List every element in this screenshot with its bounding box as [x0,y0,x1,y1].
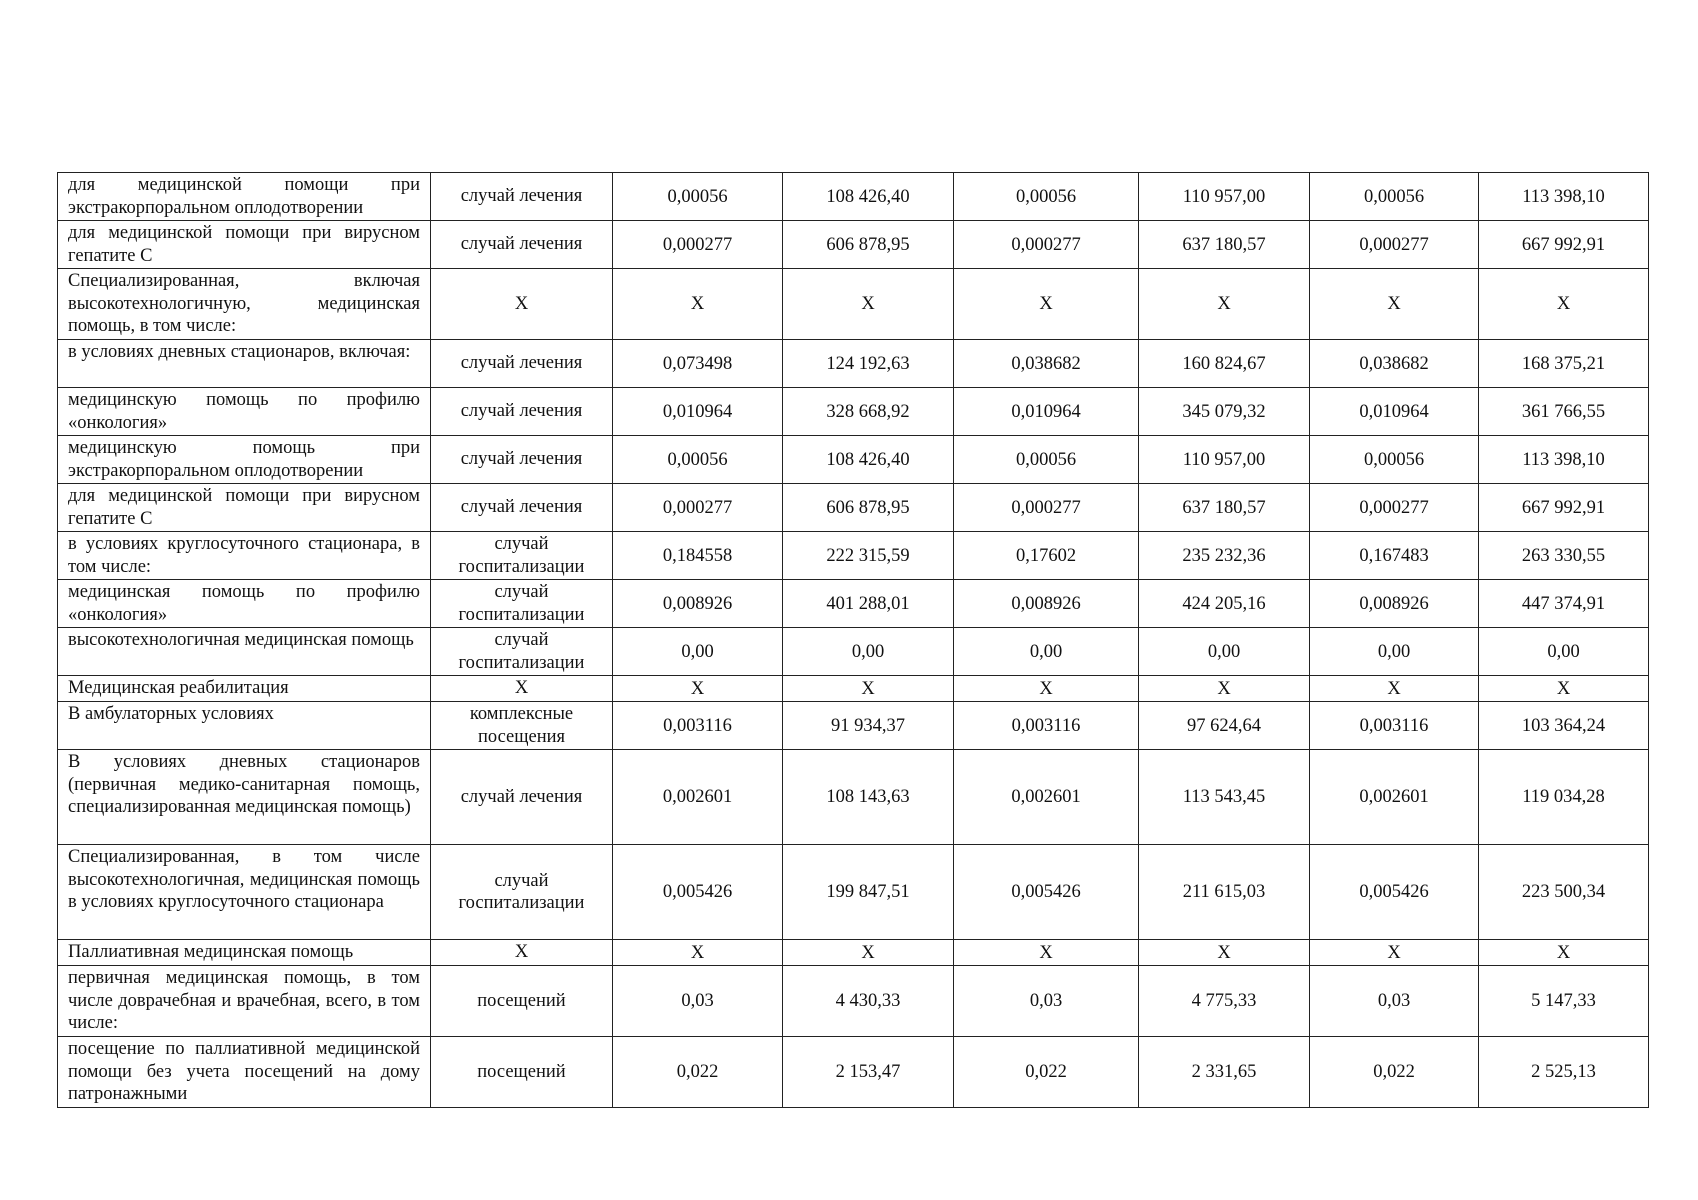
cost-2023-cell: 108 426,40 [783,173,954,221]
cost-2024-cell: 637 180,57 [1139,221,1310,269]
care-type-cell: Специализированная, в том числе высокотехнологичная, медицинская помощь в условиях круглосуточного стационара [58,845,431,940]
unit-cell: случай лечения [431,221,613,269]
volume-2025-cell: X [1310,269,1479,340]
volume-2025-cell: 0,038682 [1310,340,1479,388]
volume-2024-cell: 0,17602 [954,532,1139,580]
volume-2024-cell: 0,003116 [954,702,1139,750]
volume-2023-cell: 0,073498 [613,340,783,388]
cost-2025-cell: 361 766,55 [1479,388,1649,436]
table-row [58,388,1649,436]
table-row [58,221,1649,269]
volume-2024-cell: 0,03 [954,966,1139,1037]
table-row [58,532,1649,580]
cost-2024-cell: 0,00 [1139,628,1310,676]
cost-2025-cell: 223 500,34 [1479,845,1649,940]
volume-2023-cell: 0,00056 [613,173,783,221]
volume-2023-cell: 0,022 [613,1037,783,1108]
unit-cell: случай лечения [431,388,613,436]
cost-2025-cell: 0,00 [1479,628,1649,676]
cost-2024-cell: 211 615,03 [1139,845,1310,940]
care-type-cell: медицинскую помощь при экстракорпоральном оплодотворении [58,436,431,484]
volume-2024-cell: 0,00056 [954,173,1139,221]
volume-2025-cell: 0,167483 [1310,532,1479,580]
volume-2025-cell: 0,00056 [1310,173,1479,221]
cost-2024-cell: 97 624,64 [1139,702,1310,750]
cost-2024-cell: 235 232,36 [1139,532,1310,580]
cost-2023-cell: X [783,676,954,702]
volume-2024-cell: 0,00 [954,628,1139,676]
cost-2023-cell: 108 426,40 [783,436,954,484]
unit-cell: случай госпитализации [431,845,613,940]
volume-2023-cell: 0,008926 [613,580,783,628]
unit-cell: комплексные посещения [431,702,613,750]
table-row [58,580,1649,628]
cost-2023-cell: 0,00 [783,628,954,676]
cost-2024-cell: 637 180,57 [1139,484,1310,532]
volume-2023-cell: 0,000277 [613,484,783,532]
unit-cell: случай лечения [431,750,613,845]
care-type-cell: Паллиативная медицинская помощь [58,940,431,966]
volume-2023-cell: X [613,676,783,702]
cost-2025-cell: 667 992,91 [1479,484,1649,532]
volume-2024-cell: 0,00056 [954,436,1139,484]
care-type-cell: для медицинской помощи при вирусном гепатите С [58,221,431,269]
volume-2023-cell: 0,010964 [613,388,783,436]
volume-2024-cell: X [954,269,1139,340]
cost-2024-cell: 113 543,45 [1139,750,1310,845]
cost-2024-cell: 2 331,65 [1139,1037,1310,1108]
cost-2025-cell: 113 398,10 [1479,173,1649,221]
care-type-cell: высокотехнологичная медицинская помощь [58,628,431,676]
cost-2023-cell: 606 878,95 [783,484,954,532]
care-type-cell: в условиях круглосуточного стационара, в том числе: [58,532,431,580]
cost-2023-cell: X [783,940,954,966]
cost-2024-cell: X [1139,269,1310,340]
cost-2025-cell: 119 034,28 [1479,750,1649,845]
unit-cell: посещений [431,1037,613,1108]
cost-2025-cell: 667 992,91 [1479,221,1649,269]
care-type-cell: первичная медицинская помощь, в том числе доврачебная и врачебная, всего, в том числе: [58,966,431,1037]
table-row [58,340,1649,388]
volume-2025-cell: 0,008926 [1310,580,1479,628]
cost-2025-cell: 103 364,24 [1479,702,1649,750]
volume-2024-cell: 0,038682 [954,340,1139,388]
volume-2025-cell: 0,010964 [1310,388,1479,436]
care-type-cell: для медицинской помощи при вирусном гепатите С [58,484,431,532]
volume-2023-cell: 0,03 [613,966,783,1037]
volume-2023-cell: 0,00 [613,628,783,676]
cost-2025-cell: 447 374,91 [1479,580,1649,628]
cost-2025-cell: 5 147,33 [1479,966,1649,1037]
volume-2025-cell: 0,03 [1310,966,1479,1037]
cost-2023-cell: 91 934,37 [783,702,954,750]
cost-2023-cell: 401 288,01 [783,580,954,628]
cost-2024-cell: 424 205,16 [1139,580,1310,628]
unit-cell: X [431,676,613,702]
cost-2025-cell: X [1479,676,1649,702]
volume-2024-cell: 0,002601 [954,750,1139,845]
cost-2023-cell: 4 430,33 [783,966,954,1037]
volume-2025-cell: 0,00 [1310,628,1479,676]
table-row [58,845,1649,940]
unit-cell: случай лечения [431,436,613,484]
table-row [58,966,1649,1037]
volume-2024-cell: 0,000277 [954,484,1139,532]
volume-2025-cell: 0,003116 [1310,702,1479,750]
volume-2023-cell: 0,000277 [613,221,783,269]
volume-2023-cell: 0,005426 [613,845,783,940]
volume-2023-cell: X [613,269,783,340]
unit-cell: X [431,269,613,340]
care-type-cell: медицинскую помощь по профилю «онкология» [58,388,431,436]
table-row [58,676,1649,702]
unit-cell: случай лечения [431,340,613,388]
volume-2024-cell: 0,010964 [954,388,1139,436]
cost-2023-cell: 108 143,63 [783,750,954,845]
volume-2025-cell: X [1310,676,1479,702]
volume-2023-cell: 0,002601 [613,750,783,845]
volume-2024-cell: X [954,940,1139,966]
table-row [58,940,1649,966]
cost-2023-cell: 606 878,95 [783,221,954,269]
table-row [58,484,1649,532]
unit-cell: случай лечения [431,173,613,221]
volume-2024-cell: 0,005426 [954,845,1139,940]
table-row [58,702,1649,750]
care-type-cell: Специализированная, включая высокотехнологичную, медицинская помощь, в том числе: [58,269,431,340]
unit-cell: посещений [431,966,613,1037]
cost-2023-cell: X [783,269,954,340]
cost-2025-cell: X [1479,940,1649,966]
table-row [58,269,1649,340]
cost-2024-cell: 110 957,00 [1139,173,1310,221]
volume-2023-cell: X [613,940,783,966]
volume-2023-cell: 0,00056 [613,436,783,484]
volume-2023-cell: 0,184558 [613,532,783,580]
cost-2023-cell: 199 847,51 [783,845,954,940]
table-row [58,1037,1649,1108]
cost-2025-cell: 263 330,55 [1479,532,1649,580]
cost-2024-cell: 4 775,33 [1139,966,1310,1037]
unit-cell: X [431,940,613,966]
norms-table [57,172,1649,1108]
cost-2023-cell: 124 192,63 [783,340,954,388]
unit-cell: случай госпитализации [431,532,613,580]
unit-cell: случай госпитализации [431,580,613,628]
cost-2023-cell: 2 153,47 [783,1037,954,1108]
volume-2023-cell: 0,003116 [613,702,783,750]
cost-2024-cell: 160 824,67 [1139,340,1310,388]
cost-2024-cell: X [1139,676,1310,702]
care-type-cell: посещение по паллиативной медицинской помощи без учета посещений на дому патронажными [58,1037,431,1108]
volume-2025-cell: X [1310,940,1479,966]
table-row [58,750,1649,845]
volume-2025-cell: 0,005426 [1310,845,1479,940]
volume-2024-cell: 0,022 [954,1037,1139,1108]
cost-2023-cell: 328 668,92 [783,388,954,436]
volume-2025-cell: 0,022 [1310,1037,1479,1108]
volume-2025-cell: 0,000277 [1310,484,1479,532]
volume-2024-cell: 0,000277 [954,221,1139,269]
care-type-cell: медицинская помощь по профилю «онкология» [58,580,431,628]
unit-cell: случай лечения [431,484,613,532]
cost-2024-cell: X [1139,940,1310,966]
volume-2025-cell: 0,000277 [1310,221,1479,269]
cost-2023-cell: 222 315,59 [783,532,954,580]
volume-2025-cell: 0,00056 [1310,436,1479,484]
care-type-cell: в условиях дневных стационаров, включая: [58,340,431,388]
cost-2025-cell: 168 375,21 [1479,340,1649,388]
table-row [58,628,1649,676]
care-type-cell: Медицинская реабилитация [58,676,431,702]
cost-2024-cell: 345 079,32 [1139,388,1310,436]
care-type-cell: для медицинской помощи при экстракорпоральном оплодотворении [58,173,431,221]
care-type-cell: В амбулаторных условиях [58,702,431,750]
volume-2025-cell: 0,002601 [1310,750,1479,845]
volume-2024-cell: 0,008926 [954,580,1139,628]
unit-cell: случай госпитализации [431,628,613,676]
cost-2024-cell: 110 957,00 [1139,436,1310,484]
cost-2025-cell: 113 398,10 [1479,436,1649,484]
cost-2025-cell: 2 525,13 [1479,1037,1649,1108]
cost-2025-cell: X [1479,269,1649,340]
volume-2024-cell: X [954,676,1139,702]
care-type-cell: В условиях дневных стационаров (первичная медико-санитарная помощь, специализированная медицинская помощь) [58,750,431,845]
table-row [58,436,1649,484]
table-row [58,173,1649,221]
